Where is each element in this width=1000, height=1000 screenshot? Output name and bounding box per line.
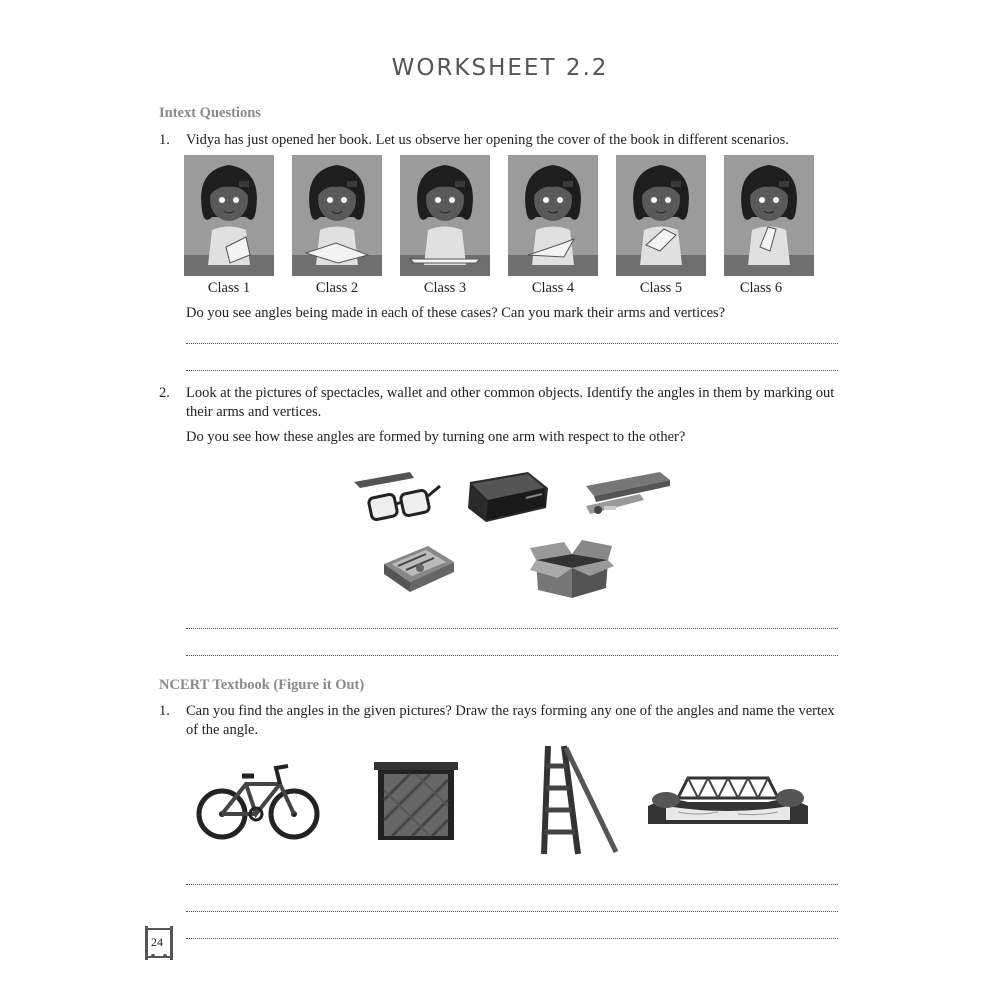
stapler-image — [580, 466, 672, 522]
bicycle-image — [196, 758, 320, 842]
caption-class-2: Class 2 — [315, 280, 359, 296]
cardboard-box-image — [528, 536, 614, 602]
caption-class-3: Class 3 — [423, 280, 467, 296]
vidya-image-class-6 — [724, 155, 814, 276]
intext-question-2 — [159, 384, 849, 422]
geometry-box-image — [380, 536, 456, 596]
wallet-image — [466, 468, 552, 526]
intext-heading: Intext Questions — [159, 105, 261, 121]
caption-class-4: Class 4 — [531, 280, 575, 296]
caption-class-5: Class 5 — [639, 280, 683, 296]
caption-class-6: Class 6 — [739, 280, 783, 296]
ncert-question-1 — [159, 702, 849, 740]
caption-class-1: Class 1 — [207, 280, 251, 296]
question-number: 1. — [159, 703, 170, 719]
spectacles-image — [352, 470, 442, 526]
answer-line[interactable] — [186, 655, 838, 656]
intext-q2-prompt: Do you see how these angles are formed by turning one arm with respect to the other? — [186, 429, 686, 445]
answer-line[interactable] — [186, 628, 838, 629]
ncert-heading: NCERT Textbook (Figure it Out) — [159, 677, 365, 693]
page-number: 24 — [151, 935, 163, 949]
question-number: 2. — [159, 385, 170, 401]
bridge-image — [648, 772, 808, 824]
answer-line[interactable] — [186, 938, 838, 939]
intext-q1-prompt: Do you see angles being made in each of these cases? Can you mark their arms and vertices? — [186, 305, 726, 321]
vidya-image-class-1 — [184, 155, 274, 276]
intext-question-1 — [159, 131, 849, 150]
answer-line[interactable] — [186, 911, 838, 912]
ladder-image — [540, 744, 620, 856]
window-frame-image — [374, 760, 460, 842]
vidya-image-class-4 — [508, 155, 598, 276]
answer-line[interactable] — [186, 370, 838, 371]
question-text: Can you find the angles in the given pictures? Draw the rays forming any one of the angles and name the vertex of the angle. — [186, 703, 835, 738]
vidya-image-class-5 — [616, 155, 706, 276]
vidya-image-class-3 — [400, 155, 490, 276]
answer-line[interactable] — [186, 343, 838, 344]
vidya-image-class-2 — [292, 155, 382, 276]
question-text: Look at the pictures of spectacles, wallet and other common objects. Identify the angles in them by marking out their arms and vertices. — [186, 385, 835, 420]
page-title: WORKSHEET 2.2 — [391, 55, 609, 81]
question-text: Vidya has just opened her book. Let us observe her opening the cover of the book in different scenarios. — [186, 132, 789, 148]
question-number: 1. — [159, 132, 170, 148]
answer-line[interactable] — [186, 884, 838, 885]
